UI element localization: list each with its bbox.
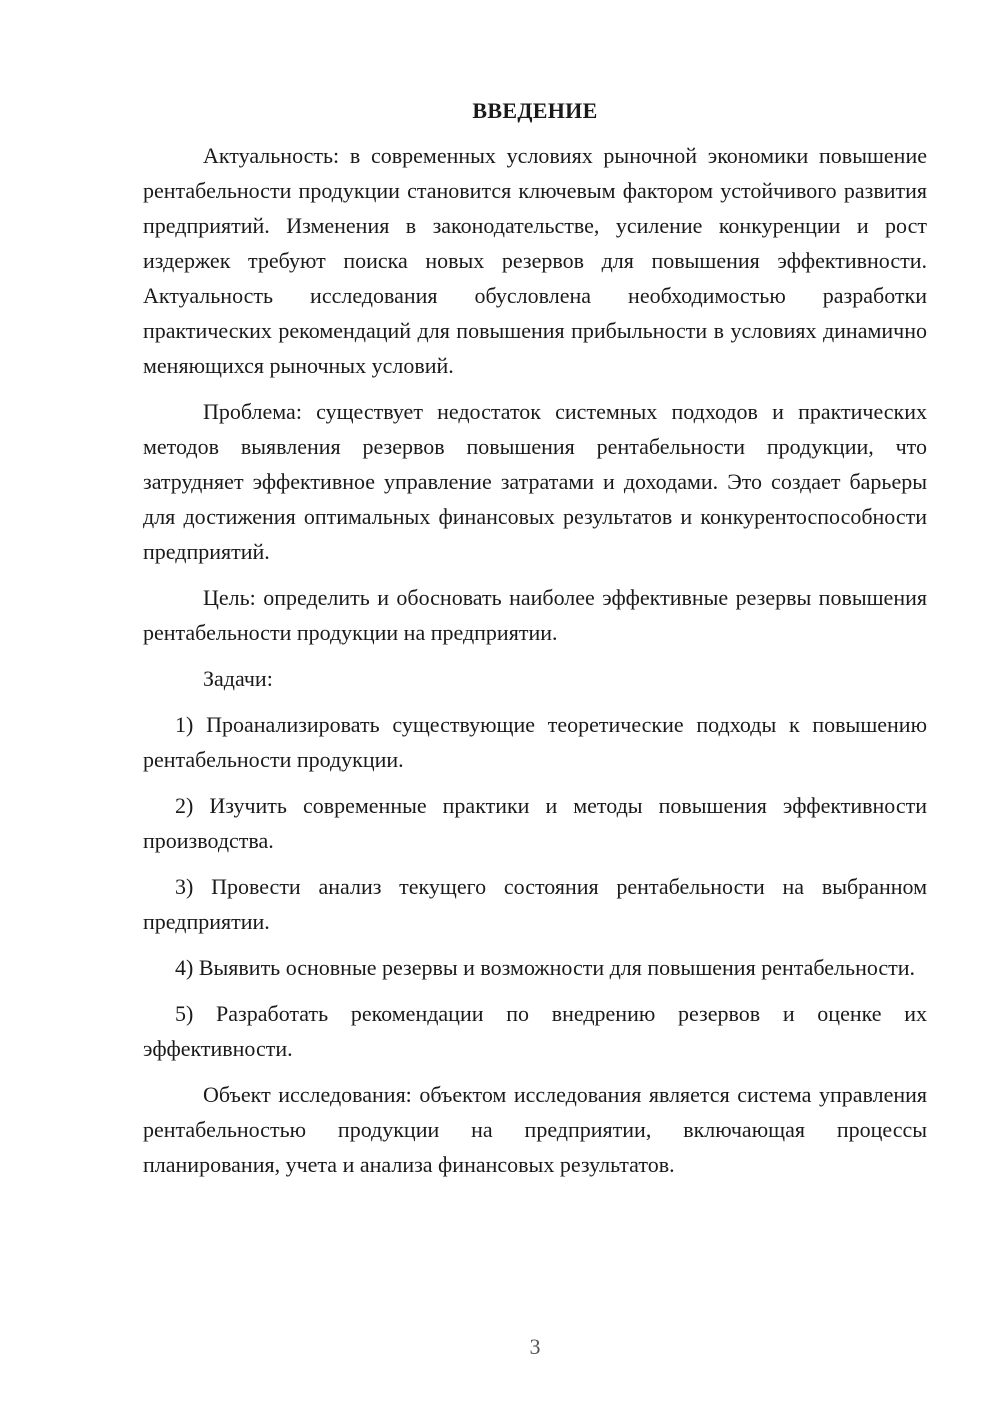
task-item-4	[143, 950, 927, 985]
task-number: 1)	[175, 712, 194, 737]
task-text: Изучить современные практики и методы повышения эффективности производства.	[143, 793, 927, 853]
task-item-2	[143, 788, 927, 858]
tasks-heading: Задачи:	[203, 666, 273, 691]
task-number: 2)	[175, 793, 194, 818]
task-number: 4)	[175, 955, 194, 980]
task-text: Выявить основные резервы и возможности для повышения рентабельности.	[198, 955, 916, 980]
task-item-3	[143, 869, 927, 939]
page-title: ВВЕДЕНИЕ	[472, 98, 598, 123]
task-item-1	[143, 707, 927, 777]
goal-paragraph: Цель: определить и обосновать наиболее эффективные резервы повышения рентабельности продукции на предприятии.	[143, 585, 927, 645]
problem-paragraph: Проблема: существует недостаток системных подходов и практических методов выявления резервов повышения рентабельности продукции, что затрудняет эффективное управление затратами и доходами. Это создает барьеры для достижения оптимальных финансовых результатов и конкурентоспособности предприятий.	[143, 399, 927, 564]
task-number: 3)	[175, 874, 194, 899]
task-item-5	[143, 996, 927, 1066]
task-text: Проанализировать существующие теоретические подходы к повышению рентабельности продукции.	[143, 712, 928, 772]
object-paragraph: Объект исследования: объектом исследования является система управления рентабельностью продукции на предприятии, включающая процессы планирования, учета и анализа финансовых результатов.	[143, 1082, 927, 1177]
task-text: Разработать рекомендации по внедрению резервов и оценке их эффективности.	[143, 1001, 928, 1061]
page-number: 3	[529, 1334, 541, 1359]
page-content	[143, 96, 927, 1193]
task-text: Провести анализ текущего состояния рентабельности на выбранном предприятии.	[143, 874, 927, 934]
relevance-paragraph: Актуальность: в современных условиях рыночной экономики повышение рентабельности продукции становится ключевым фактором устойчивого развития предприятий. Изменения в законодательстве, усиление конкуренции и рост издержек требуют поиска новых резервов для повышения эффективности. Актуальность исследования обусловлена необходимостью разработки практических рекомендаций для повышения прибыльности в условиях динамично меняющихся рыночных условий.	[143, 143, 927, 378]
task-number: 5)	[175, 1001, 194, 1026]
